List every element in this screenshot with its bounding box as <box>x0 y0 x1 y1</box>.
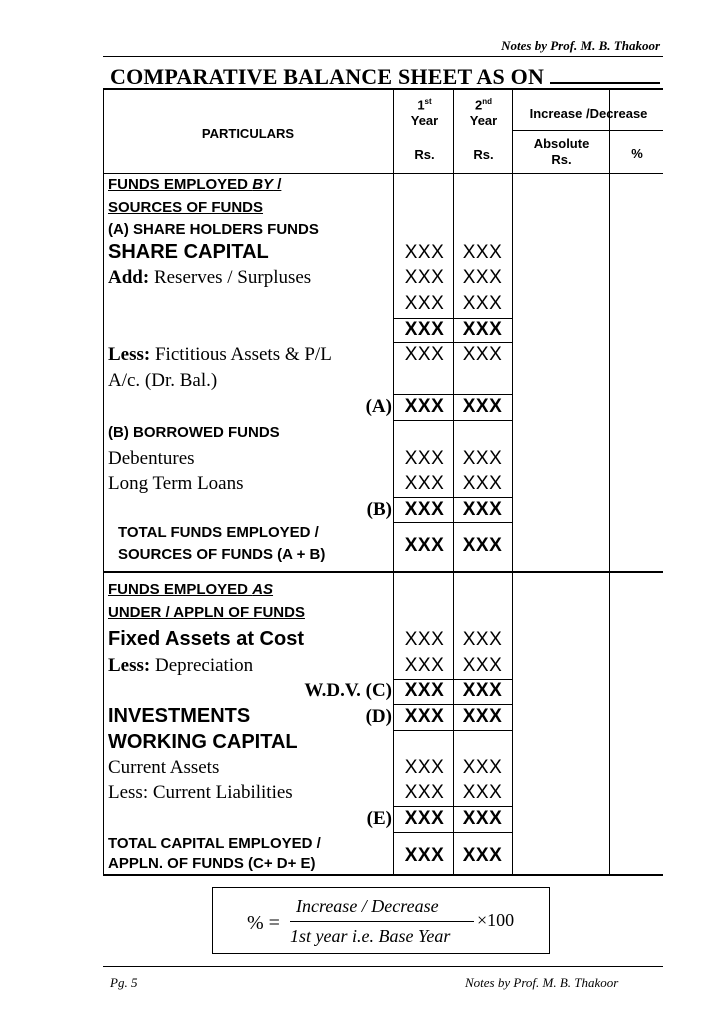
long-term-loans-y1: XXX <box>404 473 445 494</box>
total-capital-label-2: APPLN. OF FUNDS (C+ D+ E) <box>108 855 316 872</box>
a-total-y2: XXX <box>462 396 503 417</box>
rule-after-a <box>393 420 513 421</box>
reserves-row-label: Add: Reserves / Surpluses <box>108 267 312 288</box>
header-subdivider <box>512 130 663 131</box>
rule-after-b <box>393 522 513 523</box>
total-funds-y2: XXX <box>462 535 503 556</box>
funds-employed-as-heading: FUNDS EMPLOYED AS <box>108 581 274 598</box>
total-capital-y2: XXX <box>462 845 503 866</box>
header-divider <box>103 56 663 57</box>
b-total-y2: XXX <box>462 499 503 520</box>
title-text: COMPARATIVE BALANCE SHEET AS ON <box>110 64 545 89</box>
share-capital-y2: XXX <box>462 242 503 263</box>
current-liabilities-label: Less: Current Liabilities <box>108 782 293 803</box>
particulars-heading: PARTICULARS <box>201 126 295 141</box>
percent-heading: % <box>631 146 643 161</box>
fixed-assets-y2: XXX <box>462 629 503 650</box>
page-number: Pg. 5 <box>110 975 138 990</box>
investments-y2: XXX <box>462 706 503 727</box>
formula-lhs: % = <box>247 912 280 934</box>
debentures-y1: XXX <box>404 448 445 469</box>
page-title <box>110 64 660 90</box>
absolute-heading: Absolute Rs. <box>533 136 590 167</box>
title-blank-line <box>550 66 660 84</box>
rule-before-b <box>393 497 513 498</box>
ac-dr-bal-label: A/c. (Dr. Bal.) <box>108 370 218 391</box>
formula-denominator: 1st year i.e. Base Year <box>290 926 451 946</box>
wdv-y1: XXX <box>404 680 445 701</box>
sources-of-funds-heading: SOURCES OF FUNDS <box>108 199 264 216</box>
investments-label: INVESTMENTS <box>108 705 251 727</box>
depreciation-y2: XXX <box>462 655 503 676</box>
formula-multiplier: ×100 <box>477 910 515 930</box>
under-appln-heading: UNDER / APPLN OF FUNDS <box>108 604 305 621</box>
working-capital-label: WORKING CAPITAL <box>108 731 298 753</box>
share-capital-y1: XXX <box>404 242 445 263</box>
rule-after-d <box>393 730 513 731</box>
total-funds-label-1: TOTAL FUNDS EMPLOYED / <box>118 524 319 541</box>
total-capital-y1: XXX <box>404 845 445 866</box>
e-total-y2: XXX <box>462 808 503 829</box>
rule-after-e <box>393 832 513 833</box>
table-left-border <box>103 88 104 874</box>
section-divider <box>103 571 663 573</box>
current-assets-y1: XXX <box>404 757 445 778</box>
fictitious-y2: XXX <box>462 344 503 365</box>
total1-y2: XXX <box>462 319 503 340</box>
fictitious-row-label: Less: Fictitious Assets & P/L <box>108 344 332 365</box>
rule-after-c <box>393 704 513 705</box>
col-divider-absolute <box>609 88 610 874</box>
total1-y1: XXX <box>404 319 445 340</box>
current-liabilities-y1: XXX <box>404 782 445 803</box>
footer-divider <box>103 966 663 967</box>
investments-y1: XXX <box>404 706 445 727</box>
current-assets-label: Current Assets <box>108 757 220 778</box>
rule-before-a <box>393 394 513 395</box>
year1-rs: Rs. <box>414 147 435 162</box>
a-total-y1: XXX <box>404 396 445 417</box>
header-note: Notes by Prof. M. B. Thakoor <box>501 38 660 53</box>
rule-after-total1 <box>393 342 513 343</box>
debentures-y2: XXX <box>462 448 503 469</box>
current-assets-y2: XXX <box>462 757 503 778</box>
depreciation-row-label: Less: Depreciation <box>108 655 254 676</box>
funds-employed-by-heading: FUNDS EMPLOYED BY / <box>108 176 282 193</box>
long-term-loans-label: Long Term Loans <box>108 473 244 494</box>
year2-heading: 2nd Year <box>469 97 498 129</box>
a-total-label: (A) <box>365 396 392 417</box>
fixed-assets-label: Fixed Assets at Cost <box>108 628 304 650</box>
b-total-label: (B) <box>366 499 392 520</box>
total-funds-label-2: SOURCES OF FUNDS (A + B) <box>118 546 326 563</box>
fictitious-y1: XXX <box>404 344 445 365</box>
year2-rs: Rs. <box>473 147 494 162</box>
col-divider-year2 <box>512 88 513 874</box>
subtotal1-y1: XXX <box>404 293 445 314</box>
current-liabilities-y2: XXX <box>462 782 503 803</box>
rule-before-e <box>393 806 513 807</box>
share-capital-label: SHARE CAPITAL <box>108 241 269 263</box>
footer-note: Notes by Prof. M. B. Thakoor <box>465 975 619 990</box>
header-bottom-line <box>103 173 663 174</box>
year1-heading: 1st Year <box>410 97 439 129</box>
subtotal1-y2: XXX <box>462 293 503 314</box>
formula-fraction-bar <box>290 921 474 922</box>
share-holders-funds-heading: (A) SHARE HOLDERS FUNDS <box>108 221 319 238</box>
b-total-y1: XXX <box>404 499 445 520</box>
col-divider-particulars <box>393 88 394 874</box>
reserves-y1: XXX <box>404 267 445 288</box>
d-label: (D) <box>365 706 392 727</box>
borrowed-funds-heading: (B) BORROWED FUNDS <box>108 424 280 441</box>
wdv-label: W.D.V. (C) <box>304 680 392 701</box>
wdv-y2: XXX <box>462 680 503 701</box>
long-term-loans-y2: XXX <box>462 473 503 494</box>
fixed-assets-y1: XXX <box>404 629 445 650</box>
formula-numerator: Increase / Decrease <box>296 896 439 916</box>
total-funds-y1: XXX <box>404 535 445 556</box>
e-total-y1: XXX <box>404 808 445 829</box>
debentures-label: Debentures <box>108 448 195 469</box>
depreciation-y1: XXX <box>404 655 445 676</box>
e-label: (E) <box>366 808 392 829</box>
reserves-y2: XXX <box>462 267 503 288</box>
total-capital-label-1: TOTAL CAPITAL EMPLOYED / <box>108 835 321 852</box>
increase-decrease-heading: Increase /Decrease <box>529 106 648 121</box>
